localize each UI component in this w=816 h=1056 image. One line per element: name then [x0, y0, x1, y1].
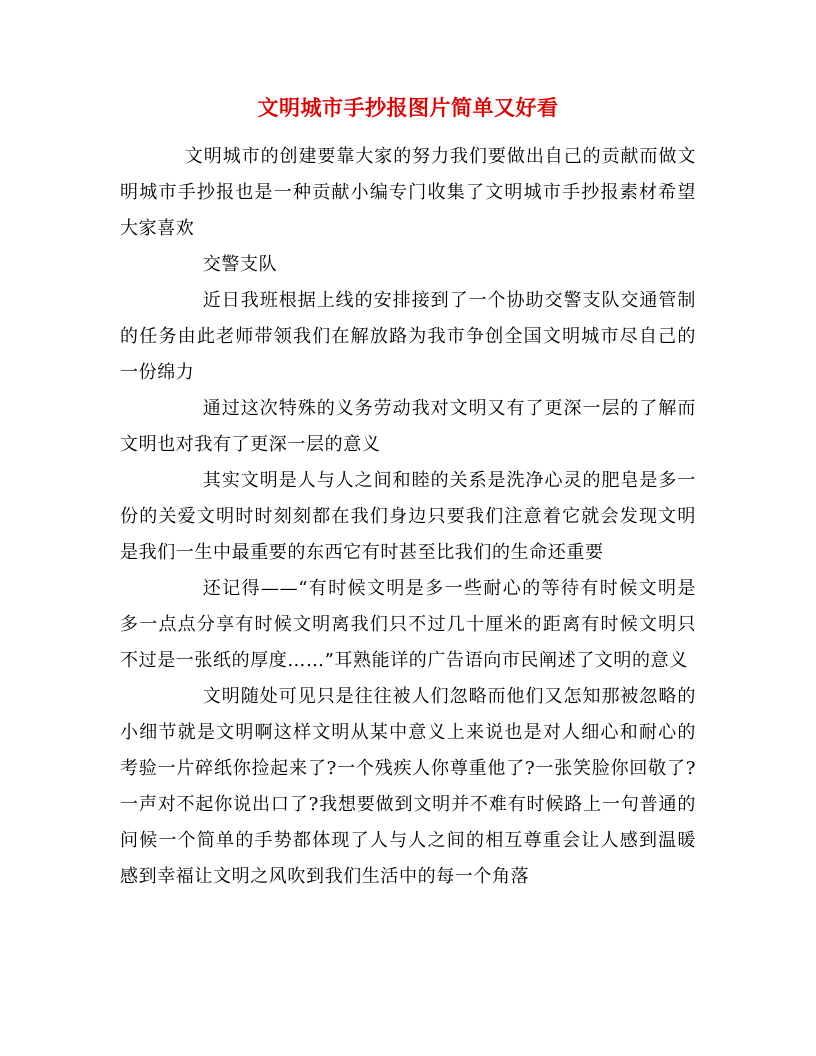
document-body — [120, 139, 696, 895]
document-title: 文明城市手抄报图片简单又好看 — [257, 95, 559, 120]
body-paragraph: 近日我班根据上线的安排接到了一个协助交警支队交通管制的任务由此老师带领我们在解放路为我市争创全国文明城市尽自己的一份绵力 — [120, 290, 696, 383]
body-paragraph: 其实文明是人与人之间和睦的关系是洗净心灵的肥皂是多一份的关爱文明时时刻刻都在我们身边只要我们注意着它就会发现文明是我们一生中最重要的东西它有时甚至比我们的生命还重要 — [120, 470, 696, 563]
intro-paragraph: 文明城市的创建要靠大家的努力我们要做出自己的贡献而做文明城市手抄报也是一种贡献小编专门收集了文明城市手抄报素材希望大家喜欢 — [120, 146, 696, 239]
body-paragraph: 通过这次特殊的义务劳动我对文明又有了更深一层的了解而文明也对我有了更深一层的意义 — [120, 398, 696, 455]
body-paragraph: 还记得——“有时候文明是多一些耐心的等待有时候文明是多一点点分享有时候文明离我们只不过几十厘米的距离有时候文明只不过是一张纸的厚度……”耳熟能详的广告语向市民阐述了文明的意义 — [120, 578, 696, 671]
section-heading: 交警支队 — [202, 254, 278, 275]
body-paragraph: 文明随处可见只是往往被人们忽略而他们又怎知那被忽略的小细节就是文明啊这样文明从某中意义上来说也是对人细心和耐心的考验一片碎纸你捡起来了?一个残疾人你尊重他了?一张笑脸你回敬了?一声对不起你说出口了?我想要做到文明并不难有时候路上一句普通的问候一个简单的手势都体现了人与人之间的相互尊重会让人感到温暖感到幸福让文明之风吹到我们生活中的每一个角落 — [120, 686, 696, 887]
